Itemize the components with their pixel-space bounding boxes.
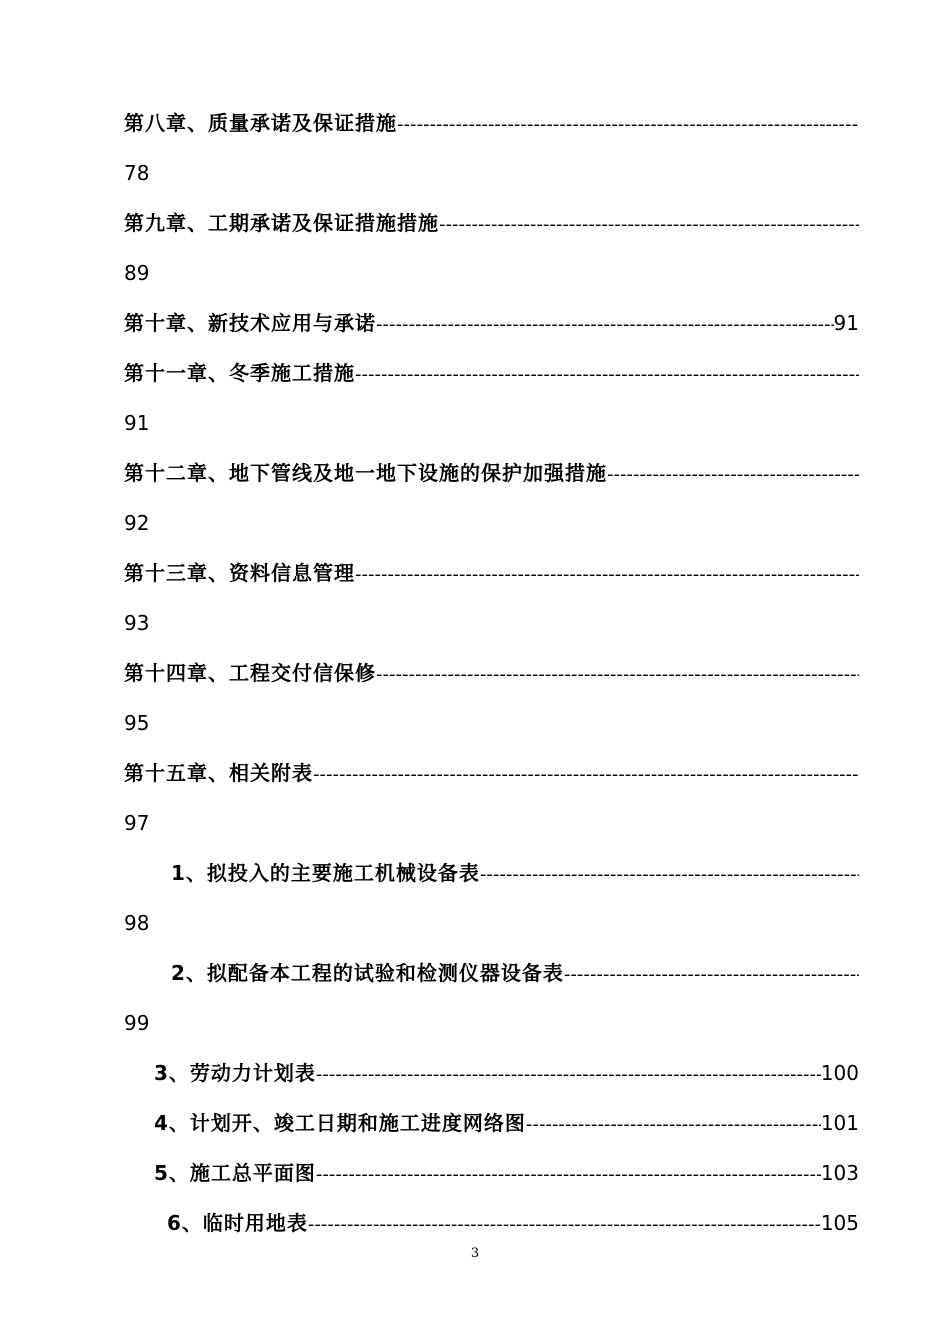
- toc-entry-page: 95: [124, 711, 150, 735]
- toc-dot-leader: [316, 1150, 821, 1198]
- toc-dot-leader: [308, 1200, 821, 1248]
- toc-entry-page: 93: [124, 611, 150, 635]
- toc-entry-line: [124, 1098, 859, 1148]
- toc-entry-page: 105: [820, 1211, 859, 1235]
- toc-dot-leader: [564, 950, 859, 998]
- toc-dot-leader: [355, 550, 859, 598]
- toc-entry-line: [124, 1048, 859, 1098]
- toc-entry-page: 97: [124, 811, 150, 835]
- toc-dot-leader: [376, 300, 834, 348]
- toc-entry-title: 第十章、新技术应用与承诺: [124, 311, 376, 335]
- toc-entry-page: 92: [124, 511, 150, 535]
- toc-entry-title: 第十五章、相关附表: [124, 761, 313, 785]
- toc-entry-title: 第九章、工期承诺及保证措施措施: [124, 211, 439, 235]
- toc-entry-page: 100: [820, 1061, 859, 1085]
- toc-entry-title: 第十四章、工程交付信保修: [124, 661, 376, 685]
- toc-entry-line: [124, 648, 859, 698]
- toc-entry-page: 89: [124, 261, 150, 285]
- toc-dot-leader: [526, 1100, 821, 1148]
- toc-entry-title: 第十一章、冬季施工措施: [124, 361, 355, 385]
- toc-entry-title: 第八章、质量承诺及保证措施: [124, 111, 397, 135]
- toc-dot-leader: [316, 1050, 821, 1098]
- toc-entry-title: 第十三章、资料信息管理: [124, 561, 355, 585]
- toc-entry-title: 1、拟投入的主要施工机械设备表: [171, 861, 480, 885]
- toc-entry-title: 第十二章、地下管线及地一地下设施的保护加强措施: [124, 461, 607, 485]
- toc-entry-line: [124, 1148, 859, 1198]
- toc-entry-title: 5、施工总平面图: [154, 1161, 316, 1185]
- toc-entry-title: 6、临时用地表: [167, 1211, 308, 1235]
- toc-entry-line: [124, 98, 859, 148]
- toc-entry-title: 3、劳动力计划表: [154, 1061, 316, 1085]
- toc-entry-page: 99: [124, 1011, 150, 1035]
- toc-entry-page: 91: [124, 411, 150, 435]
- toc-entry-line: [124, 748, 859, 798]
- table-of-contents: [124, 98, 859, 1248]
- toc-entry-page: 98: [124, 911, 150, 935]
- toc-entry-line: [124, 198, 859, 248]
- toc-entry-line: [124, 848, 859, 898]
- toc-entry-line: [124, 298, 859, 348]
- toc-dot-leader: [313, 750, 859, 798]
- toc-dot-leader: [355, 350, 859, 398]
- toc-entry-line: [124, 448, 859, 498]
- toc-entry-line: [124, 1198, 859, 1248]
- toc-entry-title: 2、拟配备本工程的试验和检测仪器设备表: [171, 961, 564, 985]
- toc-entry-line: [124, 348, 859, 398]
- toc-entry-line: [124, 948, 859, 998]
- toc-entry-page: 101: [820, 1111, 859, 1135]
- toc-entry-page: 78: [124, 161, 150, 185]
- toc-dot-leader: [607, 450, 859, 498]
- toc-dot-leader: [376, 650, 859, 698]
- toc-entry-line: [124, 548, 859, 598]
- toc-entry-page: 91: [833, 311, 859, 335]
- toc-entry-page: 103: [820, 1161, 859, 1185]
- toc-dot-leader: [439, 200, 859, 248]
- toc-dot-leader: [480, 850, 859, 898]
- toc-entry-title: 4、计划开、竣工日期和施工进度网络图: [154, 1111, 526, 1135]
- toc-dot-leader: [397, 100, 859, 148]
- page-number: 3: [470, 1246, 480, 1261]
